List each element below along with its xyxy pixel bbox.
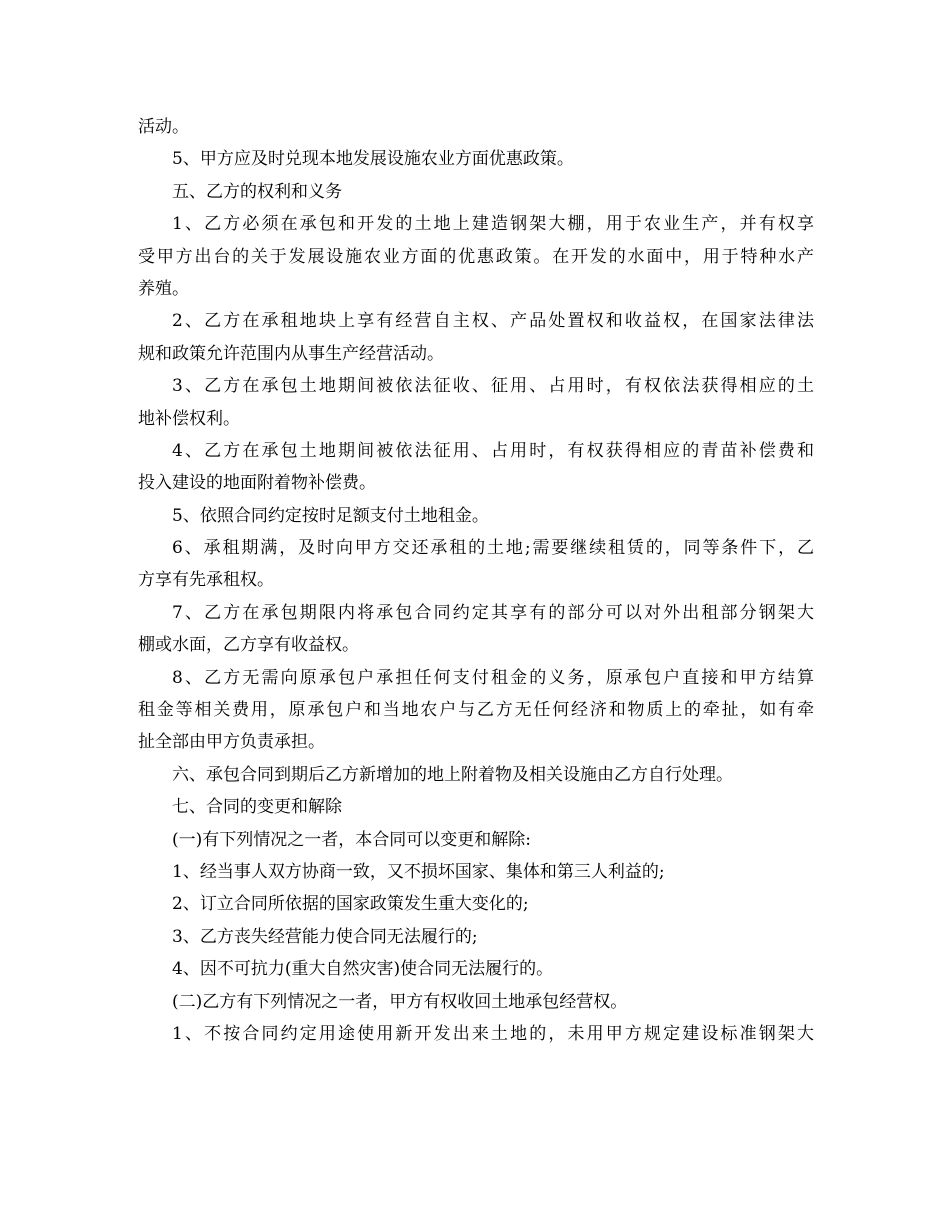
text-line-clause: 1、乙方必须在承包和开发的土地上建造钢架大棚，用于农业生产，并有权享 <box>172 214 814 235</box>
text-line-clause: 3、乙方在承包土地期间被依法征收、征用、占用时，有权依法获得相应的土 <box>172 376 814 397</box>
document-page <box>138 111 814 1050</box>
text-line-clause: 5、甲方应及时兑现本地发展设施农业方面优惠政策。 <box>172 149 574 170</box>
text-line-continuation: 规和政策允许范围内从事生产经营活动。 <box>138 343 444 364</box>
text-line-continuation: 受甲方出台的关于发展设施农业方面的优惠政策。在开发的水面中，用于特种水产 <box>138 246 814 267</box>
text-line-clause: 6、承租期满，及时向甲方交还承租的土地;需要继续租赁的，同等条件下，乙 <box>172 538 814 559</box>
subsection-heading: (一)有下列情况之一者，本合同可以变更和解除: <box>172 829 531 850</box>
text-line-clause: 1、经当事人双方协商一致，又不损坏国家、集体和第三人利益的; <box>172 861 665 882</box>
text-line-clause: 4、乙方在承包土地期间被依法征用、占用时，有权获得相应的青苗补偿费和 <box>172 440 814 461</box>
section-heading: 五、乙方的权利和义务 <box>172 181 342 202</box>
text-line-clause: 4、因不可抗力(重大自然灾害)使合同无法履行的。 <box>172 959 554 980</box>
text-line-continuation: 地补偿权利。 <box>138 408 240 429</box>
text-line-continuation: 租金等相关费用，原承包户和当地农户与乙方无任何经济和物质上的牵扯，如有牵 <box>138 700 814 721</box>
text-line-continuation: 方享有先承租权。 <box>138 570 274 591</box>
text-line-clause: 5、依照合同约定按时足额支付土地租金。 <box>172 505 489 526</box>
text-line-clause: 2、乙方在承租地块上享有经营自主权、产品处置权和收益权，在国家法律法 <box>172 311 814 332</box>
section-heading: 六、承包合同到期后乙方新增加的地上附着物及相关设施由乙方自行处理。 <box>172 764 733 785</box>
text-line-clause: 7、乙方在承包期限内将承包合同约定其享有的部分可以对外出租部分钢架大 <box>172 602 814 623</box>
text-line-clause: 1、不按合同约定用途使用新开发出来土地的，未用甲方规定建设标准钢架大 <box>172 1023 814 1044</box>
text-line-clause: 8、乙方无需向原承包户承担任何支付租金的义务，原承包户直接和甲方结算 <box>172 667 814 688</box>
subsection-heading: (二)乙方有下列情况之一者，甲方有权收回土地承包经营权。 <box>172 991 628 1012</box>
text-line-continuation: 投入建设的地面附着物补偿费。 <box>138 473 376 494</box>
text-line-continuation: 棚或水面，乙方享有收益权。 <box>138 635 359 656</box>
text-line-clause: 2、订立合同所依据的国家政策发生重大变化的; <box>172 894 529 915</box>
text-line-continuation: 活动。 <box>138 117 189 137</box>
text-line-clause: 3、乙方丧失经营能力使合同无法履行的; <box>172 926 478 947</box>
text-line-continuation: 扯全部由甲方负责承担。 <box>138 732 325 753</box>
section-heading: 七、合同的变更和解除 <box>172 797 342 818</box>
text-line-continuation: 养殖。 <box>138 278 189 299</box>
